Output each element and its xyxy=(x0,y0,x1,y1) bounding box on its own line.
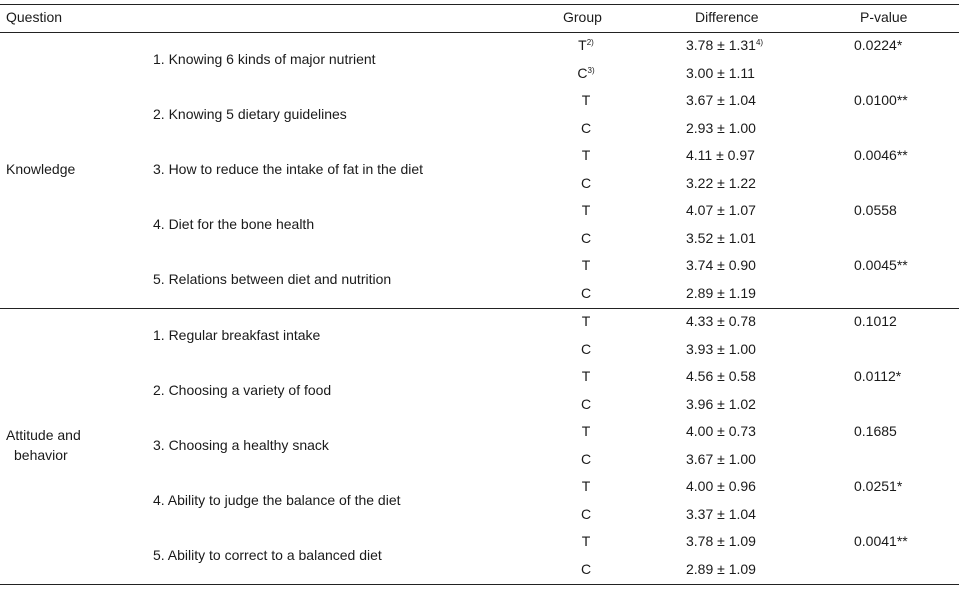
question-text: 4. Ability to judge the balance of the diet xyxy=(153,492,401,508)
group-t: T xyxy=(581,423,591,439)
group-t: T xyxy=(581,257,591,273)
header-bottom-rule xyxy=(0,32,959,33)
difference-t: 4.07 ± 1.07 xyxy=(686,202,756,218)
group-c: C xyxy=(580,341,592,357)
group-c: $C^{3)}$ xyxy=(577,65,595,81)
difference-t: 3.74 ± 0.90 xyxy=(686,257,756,273)
difference-t: $3.78 \pm 1.31^{4)}$ xyxy=(686,37,764,53)
difference-t: 4.00 ± 0.73 xyxy=(686,423,756,439)
difference-t: 4.00 ± 0.96 xyxy=(686,478,756,494)
difference-c: 3.00 ± 1.11 xyxy=(686,65,755,81)
question-text: 1. Knowing 6 kinds of major nutrient xyxy=(153,51,376,67)
p-value: 0.0251* xyxy=(854,478,903,494)
difference-t: 4.33 ± 0.78 xyxy=(686,313,756,329)
group-t: T xyxy=(581,478,591,494)
question-text: 2. Choosing a variety of food xyxy=(153,382,332,398)
difference-c: 2.93 ± 1.00 xyxy=(686,120,756,136)
difference-c: 2.89 ± 1.19 xyxy=(686,285,756,301)
group-c: C xyxy=(580,175,592,191)
difference-c: 3.67 ± 1.00 xyxy=(686,451,756,467)
question-text: 5. Ability to correct to a balanced diet xyxy=(153,547,382,563)
p-value: 0.0041** xyxy=(854,533,908,549)
group-t: T xyxy=(581,368,591,384)
group-c: C xyxy=(580,506,592,522)
question-text: 3. Choosing a healthy snack xyxy=(153,437,329,453)
group-c: C xyxy=(580,230,592,246)
difference-c: 3.96 ± 1.02 xyxy=(686,396,756,412)
question-text: 1. Regular breakfast intake xyxy=(153,327,321,343)
difference-t: 3.67 ± 1.04 xyxy=(686,92,756,108)
group-t: T xyxy=(581,202,591,218)
header-group: Group xyxy=(563,9,602,25)
table-top-rule xyxy=(0,4,959,5)
group-t: T xyxy=(581,313,591,329)
difference-t: 4.11 ± 0.97 xyxy=(686,147,755,163)
difference-c: 3.93 ± 1.00 xyxy=(686,341,756,357)
difference-t: 3.78 ± 1.09 xyxy=(686,533,756,549)
p-value: 0.0045** xyxy=(854,257,908,273)
p-value: 0.1685 xyxy=(854,423,897,439)
header-question: Question xyxy=(6,9,63,25)
question-text: 4. Diet for the bone health xyxy=(153,216,315,232)
p-value: 0.0112* xyxy=(854,368,902,384)
question-text: 2. Knowing 5 dietary guidelines xyxy=(153,106,347,122)
header-difference: Difference xyxy=(695,9,759,25)
question-text: 3. How to reduce the intake of fat in the diet xyxy=(153,161,424,177)
group-c: C xyxy=(580,451,592,467)
group-t: T xyxy=(581,147,591,163)
group-c: C xyxy=(580,396,592,412)
category-attitude-behavior-line2: behavior xyxy=(14,447,68,463)
p-value: 0.0046** xyxy=(854,147,908,163)
table-bottom-rule xyxy=(0,584,959,585)
category-attitude-behavior: Attitude and xyxy=(6,427,81,443)
group-c: C xyxy=(580,120,592,136)
difference-c: 3.22 ± 1.22 xyxy=(686,175,756,191)
section-divider-rule xyxy=(0,308,959,309)
difference-c: 3.52 ± 1.01 xyxy=(686,230,756,246)
group-t: $T^{2)}$ xyxy=(578,37,594,53)
p-value: 0.0558 xyxy=(854,202,897,218)
p-value: 0.1012 xyxy=(854,313,897,329)
category-knowledge: Knowledge xyxy=(6,161,76,177)
header-pvalue: P-value xyxy=(860,9,908,25)
group-t: T xyxy=(581,533,591,549)
difference-c: 3.37 ± 1.04 xyxy=(686,506,756,522)
group-c: C xyxy=(580,561,592,577)
group-c: C xyxy=(580,285,592,301)
p-value: 0.0224* xyxy=(854,37,903,53)
difference-c: 2.89 ± 1.09 xyxy=(686,561,756,577)
p-value: 0.0100** xyxy=(854,92,908,108)
question-text: 5. Relations between diet and nutrition xyxy=(153,271,392,287)
group-t: T xyxy=(581,92,591,108)
difference-t: 4.56 ± 0.58 xyxy=(686,368,756,384)
